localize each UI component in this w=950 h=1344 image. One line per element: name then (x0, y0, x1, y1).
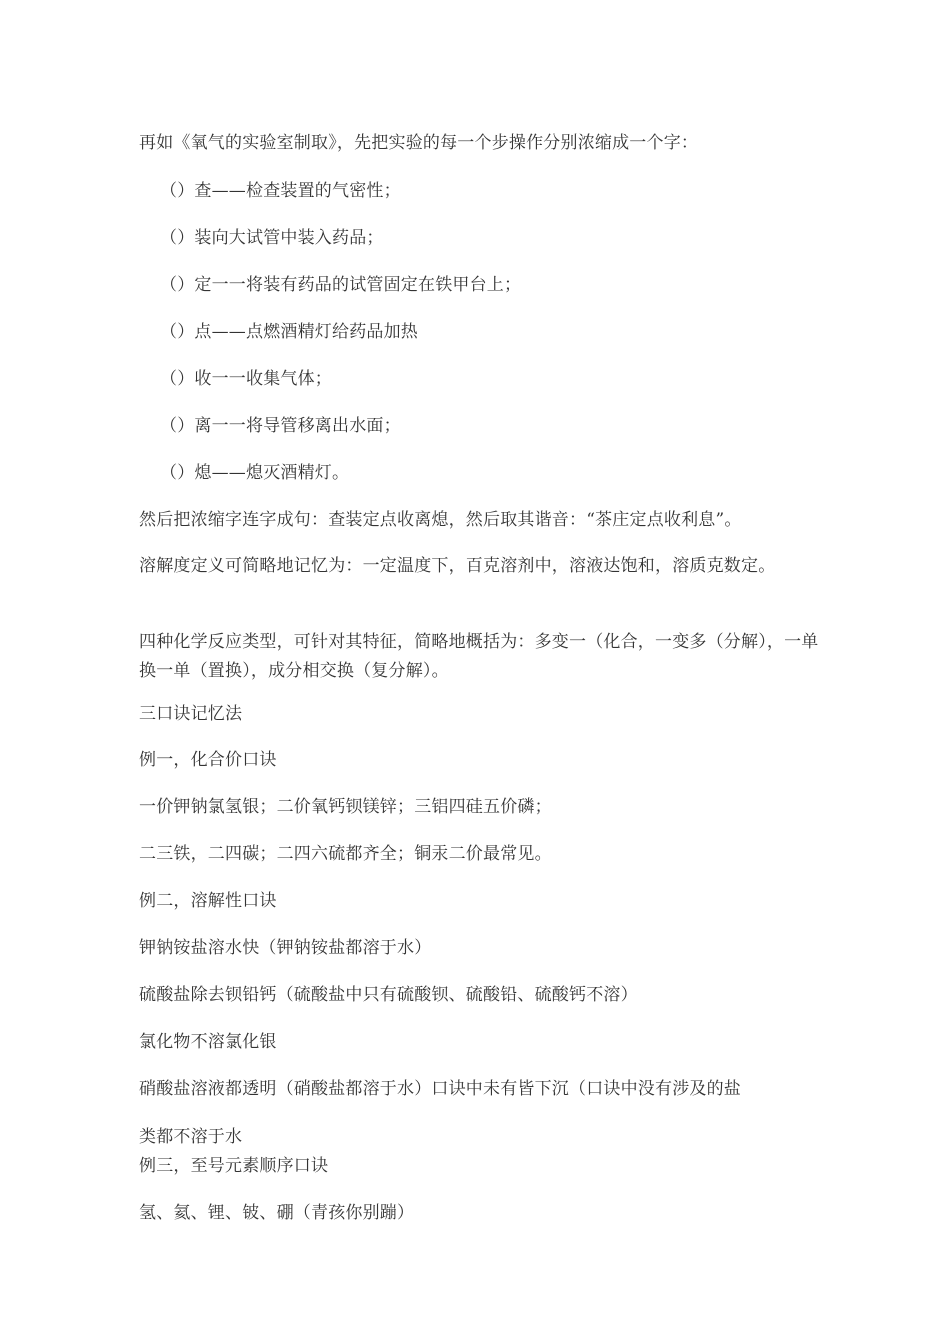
example2-line-5: 类都不溶于水 (139, 1127, 243, 1147)
reaction-types-paragraph: 四种化学反应类型，可针对其特征，简略地概括为：多变一（化合，一变多（分解），一单换一单（置换），成分相交换（复分解）。 (139, 632, 819, 681)
example1-line-1: 一价钾钠氯氢银；二价氧钙钡镁锌；三铝四硅五价磷； (139, 797, 552, 817)
example3-line-1: 氢、氦、锂、铍、硼（青孩你别蹦） (139, 1203, 415, 1223)
example2-line-1: 钾钠铵盐溶水快（钾钠铵盐都溶于水） (139, 938, 432, 958)
example1-line-2: 二三铁，二四碳；二四六硫都齐全；铜汞二价最常见。 (139, 844, 552, 864)
step-extinguish: （）熄——熄灭酒精灯。 (160, 463, 350, 483)
step-check: （）查——检查装置的气密性； (160, 181, 401, 201)
example2-line-3: 氯化物不溶氯化银 (139, 1032, 277, 1052)
step-remove: （）离一一将导管移离出水面； (160, 416, 401, 436)
example1-title: 例一，化合价口诀 (139, 750, 277, 770)
example2-title: 例二，溶解性口诀 (139, 891, 277, 911)
step-load: （）装向大试管中装入药品； (160, 228, 384, 248)
example2-line-4: 硝酸盐溶液都透明（硝酸盐都溶于水）口诀中未有皆下沉（口诀中没有涉及的盐 (139, 1079, 741, 1099)
section-title: 三口诀记忆法 (139, 704, 243, 724)
solubility-definition-paragraph: 溶解度定义可简略地记忆为：一定温度下，百克溶剂中，溶液达饱和，溶质克数定。 (139, 556, 776, 576)
intro-paragraph: 再如《氧气的实验室制取》，先把实验的每一个步操作分别浓缩成一个字： (139, 133, 699, 153)
step-collect: （）收一一收集气体； (160, 369, 332, 389)
example2-line-2: 硫酸盐除去钡铅钙（硫酸盐中只有硫酸钡、硫酸铅、硫酸钙不溶） (139, 985, 638, 1005)
step-fix: （）定一一将装有药品的试管固定在铁甲台上； (160, 275, 522, 295)
summary-paragraph: 然后把浓缩字连字成句：查装定点收离熄，然后取其谐音：“茶庄定点收利息”。 (139, 510, 742, 530)
example3-title: 例三，至号元素顺序口诀 (139, 1156, 329, 1176)
step-light: （）点——点燃酒精灯给药品加热 (160, 322, 418, 342)
